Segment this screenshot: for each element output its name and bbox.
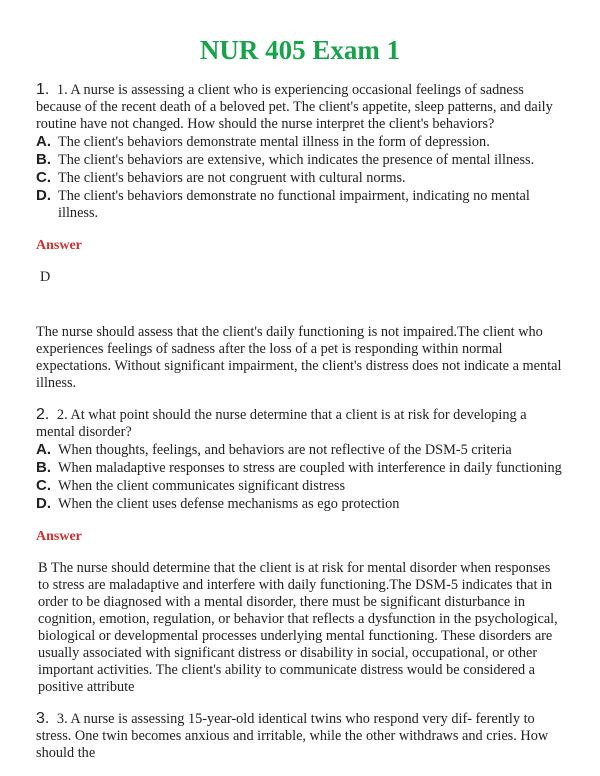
question-stem <box>36 710 564 762</box>
question-2 <box>36 406 564 696</box>
option-b <box>36 459 564 477</box>
option-letter: C. <box>36 477 51 494</box>
option-a <box>36 441 564 459</box>
document-title: NUR 405 Exam 1 <box>199 35 401 65</box>
question-text: 1. A nurse is assessing a client who is experiencing occasional feelings of sadness because of the recent death of a beloved pet. The client's appetite, sleep patterns, and daily routine have not changed. How should the nurse interpret the client's behaviors? <box>36 82 553 132</box>
option-text: When thoughts, feelings, and behaviors are not reflective of the DSM-5 criteria <box>58 442 512 458</box>
option-text: The client's behaviors are not congruent with cultural norms. <box>58 170 406 186</box>
option-letter: D. <box>36 187 51 204</box>
answer-letter: D <box>40 269 51 285</box>
option-text: When maladaptive responses to stress are coupled with interference in daily functioning <box>58 460 562 476</box>
question-text: 3. A nurse is assessing 15-year-old identical twins who respond very dif- ferently to stress. One twin becomes anxious and irritable, while the other withdraws and cries. How should the <box>36 711 549 761</box>
option-text: The client's behaviors demonstrate no functional impairment, indicating no mental illness. <box>58 188 530 221</box>
question-number: 3. <box>36 710 50 727</box>
question-3 <box>36 710 564 762</box>
option-c <box>36 169 564 187</box>
answer-rationale: B The nurse should determine that the client is at risk for mental disorder when responses to stress are maladaptive and interfere with daily functioning.The DSM-5 indicates that in order to be diagnosed with a mental disorder, there must be significant disturbance in cognition, emotion, regulation, or behavior that reflects a dysfunction in the psychological, biological or developmental processes underlying mental functioning. These disorders are usually associated with significant distress or disability in social, occupational, or other important activities. The client's ability to communicate distress would be considered a positive attribute <box>38 560 558 695</box>
question-stem <box>36 406 564 441</box>
option-text: When the client communicates significant distress <box>58 478 346 494</box>
question-1 <box>36 81 564 392</box>
option-list <box>36 133 564 222</box>
option-d <box>36 187 564 222</box>
question-number: 1. <box>36 81 50 98</box>
answer-rationale: The nurse should assess that the client's daily functioning is not impaired.The client who experiences feelings of sadness after the loss of a pet is responding within normal expectations. Without significant impairment, the client's distress does not indicate a mental illness. <box>36 324 562 391</box>
option-b <box>36 151 564 169</box>
option-text: The client's behaviors are extensive, which indicates the presence of mental illness. <box>58 152 535 168</box>
option-text: The client's behaviors demonstrate mental illness in the form of depression. <box>58 134 490 150</box>
option-letter: A. <box>36 133 51 150</box>
option-list <box>36 441 564 513</box>
answer-heading: Answer <box>36 529 82 544</box>
option-letter: C. <box>36 169 51 186</box>
option-a <box>36 133 564 151</box>
option-d <box>36 495 564 513</box>
option-c <box>36 477 564 495</box>
option-letter: A. <box>36 441 51 458</box>
question-stem <box>36 81 564 133</box>
option-letter: B. <box>36 151 51 168</box>
answer-heading: Answer <box>36 238 82 253</box>
option-letter: B. <box>36 459 51 476</box>
question-text: 2. At what point should the nurse determine that a client is at risk for developing a mental disorder? <box>36 407 527 440</box>
option-letter: D. <box>36 495 51 512</box>
question-number: 2. <box>36 406 50 423</box>
option-text: When the client uses defense mechanisms as ego protection <box>58 496 400 512</box>
